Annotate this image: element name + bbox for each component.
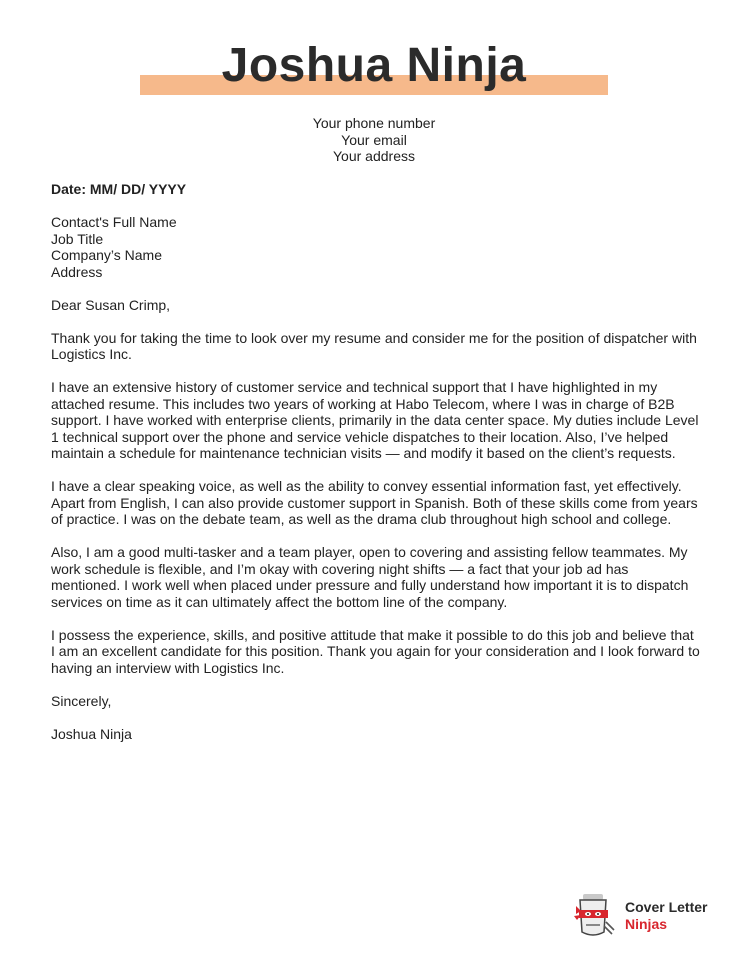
recipient-job-title: Job Title — [51, 230, 104, 247]
paragraph-5: I possess the experience, skills, and positive attitude that make it possible to do this job and believe that I am an excellent candidate for this position. Thank you again for your consideration and I look forward to having an interview with Logistics Inc. — [51, 626, 700, 676]
recipient-block — [51, 214, 701, 280]
paragraph-2: I have an extensive history of customer service and technical support that I have highlighted in my attached resume. This includes two years of working at Habo Telecom, where I was in charge of B2B support. I have worked with enterprise clients, primarily in the data center space. My duties include Level 1 technical support over the phone and service vehicle dispatches to their location. Also, I’ve helped maintain a schedule for maintenance technician visits — and modify it based on the client’s requests. — [51, 379, 699, 461]
paragraph-4: Also, I am a good multi-tasker and a team player, open to covering and assisting fellow teammates. My work schedule is flexible, and I’m okay with covering night shifts — a fact that your job ad has mentioned. I work well when placed under pressure and fully understand how important it is to dispatch services on time as it can ultimately affect the bottom line of the company. — [51, 544, 689, 610]
letter-body — [51, 181, 701, 759]
recipient-full-name: Contact's Full Name — [51, 214, 177, 230]
cover-letter-ninjas-logo — [574, 890, 724, 940]
paragraph-3: I have a clear speaking voice, as well as the ability to convey essential information fast, yet effectively. Apart from English, I can also provide customer support in Spanish. Both of these skills come from years of practice. I was on the debate team, as well as the drama club throughout high school and college. — [51, 478, 698, 527]
letter-date: Date: MM/ DD/ YYYY — [51, 181, 187, 197]
closing: Sincerely, — [51, 692, 112, 709]
name-header — [0, 38, 748, 98]
recipient-company: Company’s Name — [51, 247, 163, 263]
logo-line-2: Ninjas — [625, 916, 668, 932]
ninja-mascot-icon — [574, 892, 618, 938]
contact-info — [0, 115, 748, 165]
recipient-address: Address — [51, 263, 103, 280]
contact-phone: Your phone number — [312, 115, 436, 131]
signature: Joshua Ninja — [51, 725, 132, 742]
paragraph-1: Thank you for taking the time to look over my resume and consider me for the position of dispatcher with Logistics Inc. — [51, 329, 697, 362]
applicant-name: Joshua Ninja — [221, 39, 527, 92]
salutation: Dear Susan Crimp, — [51, 296, 171, 313]
logo-wordmark — [625, 899, 707, 933]
contact-address: Your address — [333, 148, 415, 164]
contact-email: Your email — [341, 131, 407, 148]
logo-line-1: Cover Letter — [625, 899, 708, 915]
